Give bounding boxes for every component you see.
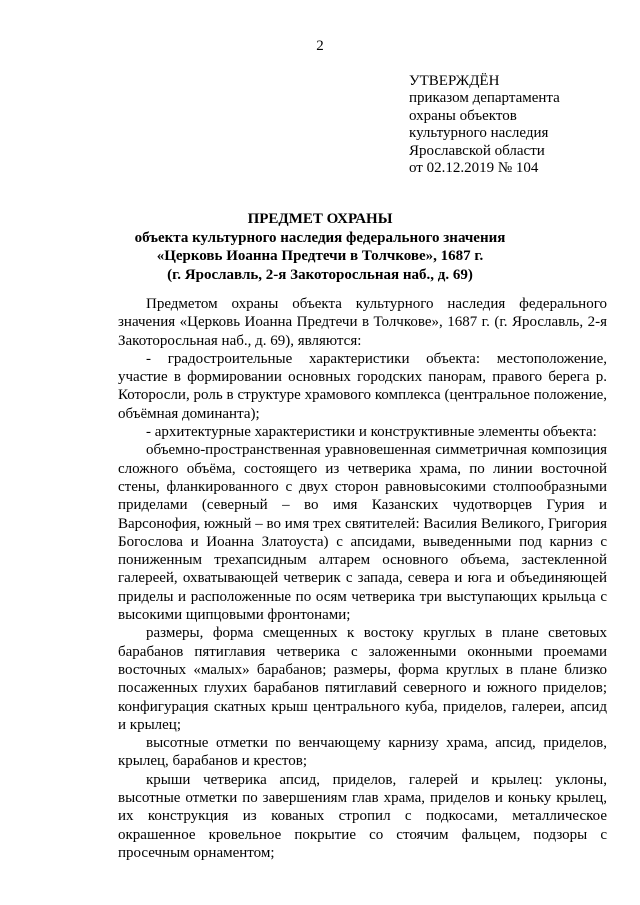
paragraph: размеры, форма смещенных к востоку круглых в плане световых барабанов пятиглавия четверика с заложенными оконными проемами восточных «малых» барабанов; размеры, форма круглых в плане близко посаженных глухих барабанов пятиглавий северного и южного приделов; конфигурация скатных крыш центрального куба, приделов, галереи, апсид и крылец; bbox=[118, 625, 607, 733]
title-line: ПРЕДМЕТ ОХРАНЫ bbox=[247, 211, 393, 227]
title-line: «Церковь Иоанна Предтечи в Толчкове», 1687 г. bbox=[156, 248, 484, 264]
approval-line: культурного наследия bbox=[409, 125, 549, 142]
page-number: 2 bbox=[316, 38, 324, 54]
title-line: объекта культурного наследия федерального значения bbox=[134, 229, 506, 246]
paragraph: крыши четверика апсид, приделов, галерей и крылец: уклоны, высотные отметки по завершениям глав храма, приделов и коньку крылец, их конструкция из кованых стропил с подкосами, металлическое окрашенное кровельное покрытие со стоячим фальцем, подзоры с просечным орнаментом; bbox=[118, 771, 607, 861]
document-title bbox=[0, 210, 640, 284]
approval-line: УТВЕРЖДЁН bbox=[409, 73, 500, 89]
approval-line: Ярославской области bbox=[409, 142, 545, 159]
approval-line: приказом департамента bbox=[409, 90, 560, 107]
approval-line: охраны объектов bbox=[409, 107, 517, 124]
title-line: (г. Ярославль, 2-я Закоторосльная наб., д. 69) bbox=[167, 266, 473, 283]
approval-line: от 02.12.2019 № 104 bbox=[409, 160, 539, 177]
paragraph: - архитектурные характеристики и конструктивные элементы объекта: bbox=[146, 424, 597, 441]
document-body bbox=[118, 295, 607, 862]
paragraph: высотные отметки по венчающему карнизу храма, апсид, приделов, крылец, барабанов и крестов; bbox=[118, 735, 607, 770]
paragraph: - градостроительные характеристики объекта: местоположение, участие в формировании основных городских панорам, правого берега р. Которосли, роль в структуре храмового комплекса (центральное положение, объёмная доминанта); bbox=[118, 350, 607, 422]
approval-stamp bbox=[409, 73, 560, 177]
paragraph: Предметом охраны объекта культурного наследия федерального значения «Церковь Иоанна Предтечи в Толчкове», 1687 г. (г. Ярославль, 2-я Закоторосльная наб., д. 69), являются: bbox=[118, 296, 607, 349]
paragraph: объемно-пространственная уравновешенная симметричная композиция сложного объёма, состоящего из четверика храма, по линии восточной стены, фланкированного с двух сторон равновысокими столпообразными приделами (северный – во имя Казанских чудотворцев Гурия и Варсонофия, южный – во имя трех святителей: Василия Великого, Григория Богослова и Иоанна Златоуста) с апсидами, выведенными под карниз с пониженным трехапсидным алтарем основного объема, застекленной галереей, охватывающей четверик с запада, севера и юга и объединяющей приделы и расположенные по осям четверика три выступающих крыльца с высокими щипцовыми фронтонами; bbox=[118, 442, 607, 624]
